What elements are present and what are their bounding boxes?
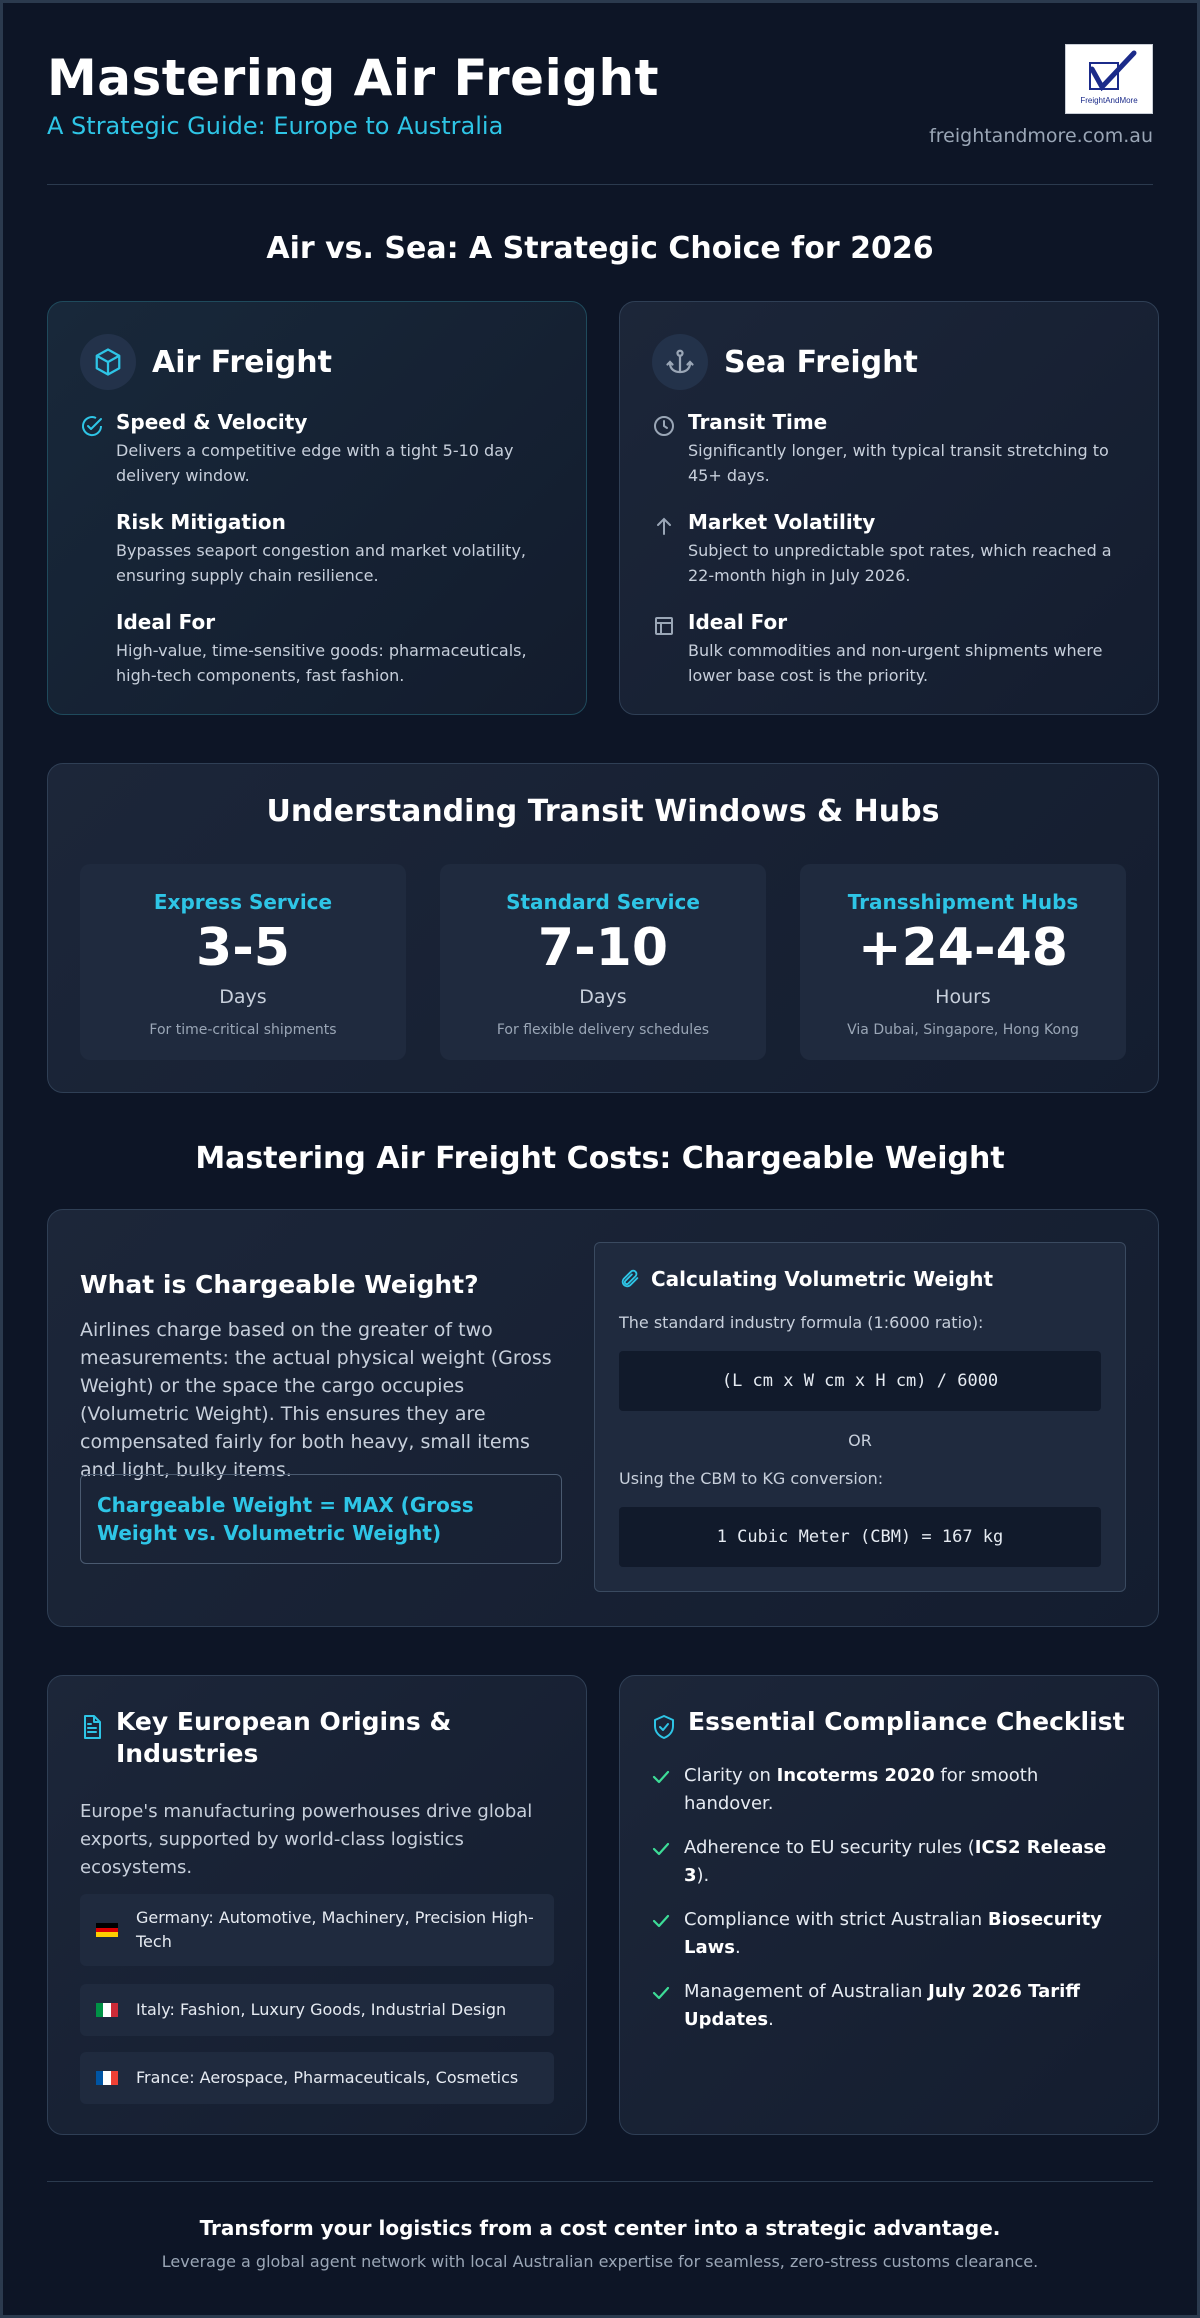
origins-title: Key European Origins & Industries <box>116 1707 452 1768</box>
origins-desc: Europe's manufacturing powerhouses drive global exports, supported by world-class logistics ecosystems. <box>80 1801 533 1878</box>
stat-note: For flexible delivery schedules <box>496 1022 710 1038</box>
check-icon <box>652 1986 670 2000</box>
chargeable-weight-formula: Chargeable Weight = MAX (Gross Weight vs. Volumetric Weight) <box>80 1474 562 1564</box>
stat-unit: Days <box>579 986 627 1008</box>
header <box>47 3 1153 185</box>
volumetric-box <box>594 1242 1126 1592</box>
chargeable-weight-card <box>47 1209 1159 1627</box>
sea-feature-volatility <box>652 510 1128 588</box>
compliance-card <box>619 1675 1159 2135</box>
cbm-intro: Using the CBM to KG conversion: <box>619 1469 884 1488</box>
feature-title: Transit Time <box>688 410 828 434</box>
sea-freight-card <box>619 301 1159 715</box>
origin-item-italy <box>80 1984 554 2036</box>
footer <box>47 2181 1153 2271</box>
origins-card <box>47 1675 587 2135</box>
volumetric-formula: (L cm x W cm x H cm) / 6000 <box>619 1351 1101 1411</box>
feature-desc: Subject to unpredictable spot rates, which reached a 22-month high in July 2026. <box>688 541 1112 585</box>
origin-item-france <box>80 2052 554 2104</box>
anchor-icon <box>652 334 708 390</box>
stat-value: 7-10 <box>537 918 669 978</box>
feature-desc: Significantly longer, with typical transit stretching to 45+ days. <box>688 441 1109 485</box>
clock-icon <box>652 414 676 438</box>
chargeable-weight-title: What is Chargeable Weight? <box>80 1270 479 1299</box>
volumetric-intro: The standard industry formula (1:6000 ratio): <box>619 1313 984 1332</box>
air-freight-title: Air Freight <box>152 344 332 380</box>
chargeable-weight-desc: Airlines charge based on the greater of two measurements: the actual physical weight (Gross Weight) or the space the cargo occupies (Volumetric Weight). This ensures they are compensated fairly for both heavy, small items and light, bulky items. <box>80 1319 552 1481</box>
comparison-heading: Air vs. Sea: A Strategic Choice for 2026 <box>266 231 934 266</box>
paperclip-icon <box>619 1268 641 1290</box>
arrow-up-icon <box>652 514 676 538</box>
stat-label: Standard Service <box>506 890 700 914</box>
company-logo <box>1065 44 1153 114</box>
feature-desc: Bypasses seaport congestion and market volatility, ensuring supply chain resilience. <box>116 541 527 585</box>
feature-desc: Bulk commodities and non-urgent shipments where lower base cost is the priority. <box>688 641 1103 685</box>
checklist-item: Adherence to EU security rules (ICS2 Release 3). <box>652 1834 1118 1890</box>
stat-note: For time-critical shipments <box>149 1022 337 1038</box>
stat-value: 3-5 <box>196 918 290 978</box>
transit-card <box>47 763 1159 1093</box>
origin-text: France: Aerospace, Pharmaceuticals, Cosmetics <box>136 2068 519 2087</box>
page-title: Mastering Air Freight <box>47 49 660 107</box>
air-feature-ideal <box>80 610 556 688</box>
stat-unit: Days <box>219 986 267 1008</box>
origin-item-germany <box>80 1894 554 1966</box>
sea-feature-ideal <box>652 610 1128 688</box>
stat-value: +24-48 <box>858 918 1068 978</box>
check-icon <box>652 1842 670 1856</box>
check-icon <box>652 1770 670 1784</box>
germany-flag <box>96 1923 118 1937</box>
feature-title: Ideal For <box>116 610 216 634</box>
box-icon <box>80 334 136 390</box>
stat-express <box>80 864 406 1060</box>
stat-label: Transshipment Hubs <box>847 890 1079 914</box>
italy-flag <box>96 2003 118 2017</box>
page-subtitle: A Strategic Guide: Europe to Australia <box>47 112 504 140</box>
costs-heading: Mastering Air Freight Costs: Chargeable Weight <box>195 1141 1005 1176</box>
transit-heading: Understanding Transit Windows & Hubs <box>266 794 940 829</box>
stat-transshipment <box>800 864 1126 1060</box>
footer-tagline: Transform your logistics from a cost center into a strategic advantage. <box>199 2216 1001 2240</box>
shield-check-icon <box>652 1714 676 1740</box>
sea-feature-transit <box>652 410 1128 488</box>
check-icon <box>652 1914 670 1928</box>
checkmark-logo-icon <box>1082 49 1138 97</box>
document-icon <box>80 1714 104 1740</box>
air-freight-card <box>47 301 587 715</box>
feature-desc: Delivers a competitive edge with a tight 5-10 day delivery window. <box>116 441 514 485</box>
stat-standard <box>440 864 766 1060</box>
stat-note: Via Dubai, Singapore, Hong Kong <box>847 1022 1079 1038</box>
origin-text: Germany: Automotive, Machinery, Precision High-Tech <box>136 1908 534 1951</box>
feature-title: Ideal For <box>688 610 788 634</box>
checklist-item: Compliance with strict Australian Biosecurity Laws. <box>652 1906 1118 1962</box>
origin-text: Italy: Fashion, Luxury Goods, Industrial Design <box>136 2000 507 2019</box>
website-url: freightandmore.com.au <box>929 125 1153 147</box>
checklist-item: Clarity on Incoterms 2020 for smooth handover. <box>652 1762 1118 1818</box>
cbm-formula: 1 Cubic Meter (CBM) = 167 kg <box>619 1507 1101 1567</box>
logo-text: FreightAndMore <box>1080 96 1138 105</box>
feature-title: Speed & Velocity <box>116 410 308 434</box>
feature-title: Market Volatility <box>688 510 876 534</box>
air-feature-risk <box>80 510 556 588</box>
sea-freight-title: Sea Freight <box>724 344 918 380</box>
volumetric-title: Calculating Volumetric Weight <box>651 1267 994 1291</box>
layout-icon <box>652 614 676 638</box>
footer-sub: Leverage a global agent network with local Australian expertise for seamless, zero-stress customs clearance. <box>161 2252 1039 2271</box>
feature-title: Risk Mitigation <box>116 510 286 534</box>
france-flag <box>96 2071 118 2085</box>
feature-desc: High-value, time-sensitive goods: pharmaceuticals, high-tech components, fast fashion. <box>116 641 527 685</box>
checklist-item: Management of Australian July 2026 Tariff Updates. <box>652 1978 1118 2034</box>
check-circle-icon <box>80 414 104 438</box>
stat-label: Express Service <box>153 890 333 914</box>
or-label: OR <box>848 1431 872 1450</box>
stat-unit: Hours <box>935 986 991 1008</box>
compliance-title: Essential Compliance Checklist <box>688 1707 1125 1736</box>
air-feature-speed <box>80 410 556 488</box>
